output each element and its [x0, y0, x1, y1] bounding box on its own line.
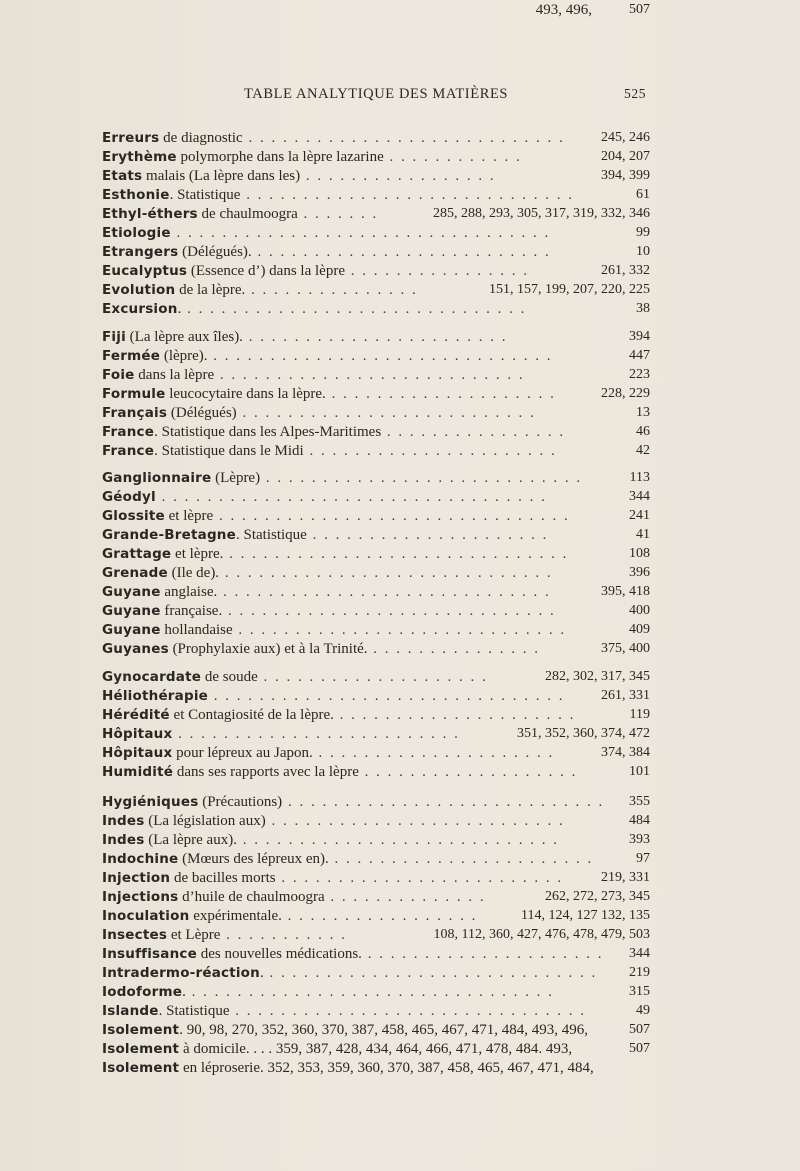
- index-entry: [102, 705, 652, 725]
- dot-leader: . . . . . . . . . . . . . . . . . . . . .: [361, 946, 604, 962]
- entry-description: . Statistique: [158, 1003, 230, 1019]
- entry-text: [102, 242, 551, 262]
- entry-headword: Injections: [102, 889, 179, 905]
- entry-text: [102, 925, 347, 945]
- index-entry: [102, 1039, 652, 1059]
- dot-leader: . . . . . . . . . . . . . .: [324, 889, 486, 905]
- entry-description: (Délégués).: [178, 244, 252, 260]
- entry-description: (lèpre).: [160, 348, 208, 364]
- page-number: 525: [624, 86, 647, 101]
- entry-description: dans la lèpre: [134, 367, 215, 383]
- dot-leader: . . . . . . . . . . . . . . . . . . . . . . . . .: [172, 726, 460, 742]
- dot-leader: . . . . . . . . . . . . . . . . . . . . . . . . . . .: [214, 367, 525, 383]
- entry-page-refs: 400: [629, 603, 650, 618]
- index-entry: [102, 0, 652, 20]
- dot-leader: . . . . . . . . . . . . . . . . . . . . . . . . . . . . .: [217, 584, 551, 600]
- entry-headword: Glossite: [102, 508, 165, 524]
- dot-leader: . . . . . . . . . . . . . . . . . . . . . . . . . .: [236, 405, 536, 421]
- entry-headword: France: [102, 443, 155, 459]
- entry-headword: Erythème: [102, 149, 177, 165]
- entry-headword: Guyane: [102, 603, 161, 619]
- entry-page-refs: 245, 246: [601, 130, 650, 145]
- dot-leader: . . . . . . . . . . . . . . . . . . . . . . . . . . . .: [242, 130, 565, 146]
- index-entry: [102, 868, 652, 888]
- entry-description: malais (La lèpre dans les): [142, 168, 301, 184]
- dot-leader: . . . . . . . . . . . . . . . . . . . . . . . . . . . . .: [240, 187, 574, 203]
- dot-leader: . . . . . . . . . . . . . . . . . . . . . . . . . . . . .: [222, 603, 556, 619]
- dot-leader: . . . . . . . . . . . . . . . . .: [281, 908, 478, 924]
- dot-leader: . . . . . . . . . . . . . . . . . . . . . . . . . . . .: [260, 470, 583, 486]
- index-entry: [102, 601, 652, 621]
- entry-page-refs: 46: [636, 424, 650, 439]
- index-entry: [102, 242, 652, 262]
- index-entry: [102, 185, 652, 205]
- entry-description: (La lèpre aux).: [144, 832, 237, 848]
- entry-description: . Statistique dans le Midi: [154, 443, 304, 459]
- dot-leader: . . . . . . . . . . .: [220, 927, 347, 943]
- entry-description: (Lèpre): [211, 470, 261, 486]
- dot-leader: . . . . . . . . . . . . . . . . . . . . . . . . . .: [265, 813, 565, 829]
- entry-headword: Indes: [102, 813, 145, 829]
- entry-text: [102, 705, 575, 725]
- entry-page-refs: 61: [636, 187, 650, 202]
- entry-text: [102, 1039, 572, 1059]
- entry-text: [536, 0, 592, 20]
- entry-text: [102, 639, 540, 659]
- entry-text: [102, 601, 556, 621]
- index-entry: [102, 487, 652, 507]
- dot-leader: . . . . . . . . . . . . . . .: [367, 641, 541, 657]
- entry-text: [102, 525, 548, 545]
- entry-headword: Grattage: [102, 546, 172, 562]
- entry-page-refs: 204, 207: [601, 149, 650, 164]
- entry-description: de bacilles morts: [170, 870, 276, 886]
- index-entry: [102, 887, 652, 907]
- dot-leader: . . . . . . . . . . . . . . . . . . . . . . . . .: [275, 870, 564, 886]
- entry-headword: Formule: [102, 386, 166, 402]
- entry-text: [102, 868, 563, 888]
- index-entry: [102, 963, 652, 983]
- entry-description: anglaise.: [160, 584, 218, 600]
- index-entry: [102, 1020, 652, 1040]
- dot-leader: . . . . . . . . . . . . . . . . . . . .: [257, 669, 488, 685]
- entry-headword: Etrangers: [102, 244, 179, 260]
- entry-text: [102, 204, 378, 224]
- index-entry: [102, 299, 652, 319]
- entry-text: [102, 487, 547, 507]
- index-entry: [102, 639, 652, 659]
- entry-description: de la lèpre.: [175, 282, 246, 298]
- entry-text: [102, 792, 604, 812]
- entry-text: [102, 849, 593, 869]
- entry-text: [102, 582, 551, 602]
- entry-description: hollandaise: [160, 622, 233, 638]
- entry-text: [102, 982, 554, 1002]
- entry-text: [102, 506, 570, 526]
- index-entry: [102, 223, 652, 243]
- index-entry: [102, 925, 652, 945]
- index-entry: [102, 830, 652, 850]
- dot-leader: . . . . . . . . . . . . . . . . . . . . . . . . . . . .: [236, 832, 559, 848]
- entry-page-refs: 113: [629, 470, 650, 485]
- entry-description: polymorphe dans la lèpre lazarine: [176, 149, 384, 165]
- entry-headword: Grenade: [102, 565, 168, 581]
- index-entry: [102, 849, 652, 869]
- entry-page-refs: 42: [636, 443, 650, 458]
- entry-description: leucocytaire dans la lèpre.: [165, 386, 326, 402]
- entry-text: [102, 280, 418, 300]
- entry-text: [102, 346, 553, 366]
- entry-text: [102, 261, 529, 281]
- entry-description: (Précautions): [198, 794, 283, 810]
- entry-text: [102, 963, 597, 983]
- entry-page-refs: 114, 124, 127 132, 135: [521, 908, 650, 923]
- entry-text: [102, 1020, 588, 1040]
- entry-headword: Hygiéniques: [102, 794, 199, 810]
- dot-leader: . . . . . . . . . . . . . . . . . . . . .: [312, 745, 555, 761]
- entry-text: [102, 299, 526, 319]
- entry-text: [102, 166, 496, 186]
- entry-headword: Indes: [102, 832, 145, 848]
- entry-text: [102, 147, 522, 167]
- entry-page-refs: 484: [629, 813, 650, 828]
- entry-text: [102, 403, 536, 423]
- entry-text: [102, 365, 525, 385]
- entry-description: de diagnostic: [159, 130, 243, 146]
- index-entry: [102, 582, 652, 602]
- entry-page-refs: 344: [629, 946, 650, 961]
- entry-page-refs: 108, 112, 360, 427, 476, 478, 479, 503: [433, 927, 650, 942]
- dot-leader: . . . . . . . . . . . . . . . . .: [300, 168, 496, 184]
- index-entry: [102, 506, 652, 526]
- entry-headword: Hérédité: [102, 707, 170, 723]
- entry-description: . Statistique: [235, 527, 307, 543]
- entry-headword: Foie: [102, 367, 135, 383]
- entry-description: (Ile de).: [167, 565, 220, 581]
- entry-page-refs: 394: [629, 329, 650, 344]
- entry-headword: Gynocardate: [102, 669, 202, 685]
- entry-headword: Ethyl-éthers: [102, 206, 198, 222]
- entry-description: et lèpre: [164, 508, 214, 524]
- entry-headword: Hôpitaux: [102, 726, 173, 742]
- entry-description: (Prophylaxie aux) et à la Trinité.: [168, 641, 368, 657]
- dot-leader: . . . . . . . . . . . . . . . . . . . . . . . . . . . . .: [263, 965, 598, 981]
- index-entry: [102, 128, 652, 148]
- index-entry: [102, 166, 652, 186]
- dot-leader: . . . . . . . . . . . . . . . .: [345, 263, 529, 279]
- entry-description: (La lèpre aux îles).: [125, 329, 243, 345]
- index-entry: [102, 620, 652, 640]
- entry-text: [102, 544, 568, 564]
- entry-description: 493, 496,: [535, 2, 592, 18]
- entry-text: [102, 724, 460, 744]
- entry-text: [102, 620, 566, 640]
- dot-leader: . . . . . . . . . . . . . . . . . . . . . . . . . . . . . .: [223, 546, 569, 562]
- index-entry: [102, 982, 652, 1002]
- entry-description: et Contagiosité de la lèpre.: [169, 707, 334, 723]
- entry-page-refs: 375, 400: [601, 641, 650, 656]
- entry-headword: Isolement: [102, 1060, 180, 1076]
- entry-page-refs: 396: [629, 565, 650, 580]
- entry-text: [102, 223, 550, 243]
- entry-headword: Humidité: [102, 764, 174, 780]
- entry-headword: Evolution: [102, 282, 176, 298]
- entry-description: . Statistique dans les Alpes-Maritimes: [154, 424, 382, 440]
- dot-leader: . . . . . . . . . . . . . . . . . . . . . . .: [328, 851, 594, 867]
- index-entry: [102, 280, 652, 300]
- entry-description: expérimentale.: [189, 908, 282, 924]
- running-head: [0, 86, 800, 106]
- entry-description: .: [182, 984, 186, 1000]
- entry-text: [102, 906, 477, 926]
- entry-page-refs: 108: [629, 546, 650, 561]
- entry-text: [102, 762, 577, 782]
- index-entry: [102, 944, 652, 964]
- entry-text: [102, 830, 559, 850]
- entry-page-refs: 282, 302, 317, 345: [545, 669, 650, 684]
- entry-page-refs: 241: [629, 508, 650, 523]
- entry-page-refs: 393: [629, 832, 650, 847]
- dot-leader: . . . . . . . . . . . . . . . . . . .: [358, 764, 578, 780]
- dot-leader: . . . . . . . . . . . . . . . . . . . . .: [306, 527, 549, 543]
- entry-headword: Guyane: [102, 584, 161, 600]
- entry-page-refs: 10: [636, 244, 650, 259]
- entry-description: . 90, 98, 270, 352, 360, 370, 387, 458, 465, 467, 471, 484, 493, 496,: [179, 1022, 588, 1038]
- entry-headword: Géodyl: [102, 489, 156, 505]
- entry-page-refs: 395, 418: [601, 584, 650, 599]
- index-entry: [102, 468, 652, 488]
- index-entry: [102, 563, 652, 583]
- dot-leader: . . . . . . . . . . . . . . . . . . . . . . . . . . . . .: [219, 565, 553, 581]
- entry-description: d’huile de chaulmoogra: [178, 889, 325, 905]
- entry-headword: Ganglionnaire: [102, 470, 212, 486]
- entry-page-refs: 97: [636, 851, 650, 866]
- entry-text: [102, 944, 603, 964]
- index-entry: [102, 365, 652, 385]
- entry-text: [102, 185, 574, 205]
- index-entry: [102, 906, 652, 926]
- dot-leader: . . . . . . . . . . . . . . . . . . . . . . . . . . . . . .: [207, 348, 553, 364]
- index-entry: [102, 422, 652, 442]
- entry-description: en léproserie. 352, 353, 359, 360, 370, 387, 458, 465, 467, 471, 484,: [179, 1060, 594, 1076]
- entry-text: [102, 128, 565, 148]
- entry-page-refs: 13: [636, 405, 650, 420]
- entry-page-refs: 228, 229: [601, 386, 650, 401]
- entry-headword: Isolement: [102, 1041, 180, 1057]
- entry-headword: Guyane: [102, 622, 161, 638]
- dot-leader: . . . . . . . . . . . . . . . . . . . . . . . . . . . .: [282, 794, 605, 810]
- entry-description: .: [177, 301, 182, 317]
- index-entry: [102, 811, 652, 831]
- index-entry: [102, 743, 652, 763]
- index-entry: [102, 1001, 652, 1021]
- entry-headword: Insuffisance: [102, 946, 197, 962]
- index-entry: [102, 1058, 652, 1078]
- entry-headword: France: [102, 424, 155, 440]
- entry-headword: Eucalyptus: [102, 263, 188, 279]
- index-entry: [102, 346, 652, 366]
- dot-leader: . . . . . . . . . . . . . . . . . . . . . . .: [242, 329, 508, 345]
- entry-page-refs: 285, 288, 293, 305, 317, 319, 332, 346: [433, 206, 650, 221]
- dot-leader: . . . . . . . . . . . . . . . . . . . . .: [333, 707, 576, 723]
- index-entry: [102, 792, 652, 812]
- entry-headword: Héliothérapie: [102, 688, 209, 704]
- entry-page-refs: 507: [629, 2, 650, 17]
- entry-headword: Intradermo-réaction: [102, 965, 260, 981]
- entry-description: dans ses rapports avec la lèpre: [173, 764, 359, 780]
- entry-text: [102, 468, 582, 488]
- dot-leader: . . . . . . . . . . . . . . . . . . . . . . . . . . . . . . . . .: [170, 225, 551, 241]
- entry-description: de chaulmoogra: [197, 206, 298, 222]
- dot-leader: . . . . . . . . . . . . . . . . . . . . . . . . . . . . .: [232, 622, 567, 638]
- dot-leader: . . . . . . . . . . . . . . . . . . . . . . . . . . . . . . .: [229, 1003, 586, 1019]
- entry-description: (Mœurs des lépreux en).: [178, 851, 329, 867]
- entry-description: des nouvelles médications.: [196, 946, 362, 962]
- entry-page-refs: 374, 384: [601, 745, 650, 760]
- dot-leader: . . . . . . . . . . . . . . . .: [381, 424, 566, 440]
- entry-page-refs: 351, 352, 360, 374, 472: [517, 726, 650, 741]
- dot-leader: . . . . . . . . . . . . . . . . . . . . . . . . . . . . . . . . . .: [155, 489, 547, 505]
- entry-description: (Délégués): [167, 405, 237, 421]
- entry-text: [102, 441, 557, 461]
- entry-text: [102, 743, 554, 763]
- entry-description: française.: [160, 603, 223, 619]
- entry-page-refs: 99: [636, 225, 650, 240]
- entry-description: et Lèpre: [167, 927, 221, 943]
- dot-leader: . . . . . . . . . . . . . . .: [245, 282, 418, 298]
- entry-page-refs: 223: [629, 367, 650, 382]
- entry-page-refs: 219, 331: [601, 870, 650, 885]
- entry-description: (Essence d’) dans la lèpre: [187, 263, 345, 279]
- entry-text: [102, 563, 553, 583]
- entry-headword: Grande-Bretagne: [102, 527, 236, 543]
- entry-description: à domicile. . . . 359, 387, 428, 434, 464, 466, 471, 478, 484. 493,: [179, 1041, 573, 1057]
- entry-page-refs: 49: [636, 1003, 650, 1018]
- entry-text: [102, 384, 556, 404]
- entry-page-refs: 38: [636, 301, 650, 316]
- dot-leader: . . . . . . . . . . . . . . . . . . . . . . . . . . . . . .: [181, 301, 527, 317]
- entry-page-refs: 119: [629, 707, 650, 722]
- index-entry: [102, 384, 652, 404]
- dot-leader: . . . . . . .: [297, 206, 379, 222]
- entry-page-refs: 507: [629, 1022, 650, 1037]
- index-entry: [102, 525, 652, 545]
- entry-headword: Guyanes: [102, 641, 169, 657]
- index-entry: [102, 724, 652, 744]
- entry-text: [102, 811, 565, 831]
- entry-page-refs: 41: [636, 527, 650, 542]
- entry-headword: Français: [102, 405, 168, 421]
- entry-headword: Inoculation: [102, 908, 190, 924]
- entry-description: pour lépreux au Japon.: [172, 745, 313, 761]
- entry-page-refs: 261, 331: [601, 688, 650, 703]
- entry-description: et lèpre.: [171, 546, 224, 562]
- index-entry: [102, 204, 652, 224]
- index-entry: [102, 762, 652, 782]
- entry-headword: Indochine: [102, 851, 179, 867]
- entry-page-refs: 151, 157, 199, 207, 220, 225: [489, 282, 650, 297]
- entry-page-refs: 409: [629, 622, 650, 637]
- index-entry: [102, 686, 652, 706]
- entry-page-refs: 355: [629, 794, 650, 809]
- index-entry: [102, 441, 652, 461]
- index-entry: [102, 667, 652, 687]
- entry-description: (La législation aux): [144, 813, 266, 829]
- index-entry: [102, 327, 652, 347]
- entry-page-refs: 507: [629, 1041, 650, 1056]
- dot-leader: . . . . . . . . . . . .: [383, 149, 522, 165]
- entry-page-refs: 261, 332: [601, 263, 650, 278]
- dot-leader: . . . . . . . . . . . . . . . . . . . . . . . . . . . . . . .: [213, 508, 570, 524]
- entry-text: [102, 686, 565, 706]
- index-entry: [102, 147, 652, 167]
- index-entry: [102, 403, 652, 423]
- entry-text: [102, 887, 486, 907]
- entry-page-refs: 219: [629, 965, 650, 980]
- dot-leader: . . . . . . . . . . . . . . . . . . . . . . . . . .: [251, 244, 551, 260]
- entry-page-refs: 394, 399: [601, 168, 650, 183]
- entry-headword: Esthonie: [102, 187, 170, 203]
- entry-headword: Etiologie: [102, 225, 171, 241]
- entry-description: .: [259, 965, 264, 981]
- entry-headword: Injection: [102, 870, 171, 886]
- entry-text: [102, 1001, 586, 1021]
- entry-page-refs: 447: [629, 348, 650, 363]
- entry-headword: Excursion: [102, 301, 178, 317]
- entry-headword: Hôpitaux: [102, 745, 173, 761]
- dot-leader: . . . . . . . . . . . . . . . . . . . . . . . . . . . . . . .: [208, 688, 565, 704]
- entry-headword: Fiji: [102, 329, 126, 345]
- entry-page-refs: 344: [629, 489, 650, 504]
- entry-description: . Statistique: [169, 187, 241, 203]
- entry-page-refs: 262, 272, 273, 345: [545, 889, 650, 904]
- entry-description: de soude: [201, 669, 258, 685]
- entry-headword: Etats: [102, 168, 143, 184]
- page-title: TABLE ANALYTIQUE DES MATIÈRES: [244, 86, 509, 102]
- entry-headword: Iodoforme: [102, 984, 183, 1000]
- entry-headword: Insectes: [102, 927, 168, 943]
- entry-headword: Islande: [102, 1003, 159, 1019]
- dot-leader: . . . . . . . . . . . . . . . . . . . . . .: [303, 443, 557, 459]
- entry-text: [102, 422, 565, 442]
- entry-page-refs: 315: [629, 984, 650, 999]
- entry-text: [102, 327, 507, 347]
- entry-headword: Isolement: [102, 1022, 180, 1038]
- dot-leader: . . . . . . . . . . . . . . . . . . . .: [325, 386, 556, 402]
- index-entry: [102, 544, 652, 564]
- entry-text: [102, 1058, 594, 1078]
- entry-page-refs: 101: [629, 764, 650, 779]
- dot-leader: . . . . . . . . . . . . . . . . . . . . . . . . . . . . . . . .: [185, 984, 554, 1000]
- index-entry: [102, 261, 652, 281]
- entry-text: [102, 667, 488, 687]
- entry-headword: Fermée: [102, 348, 161, 364]
- entry-headword: Erreurs: [102, 130, 160, 146]
